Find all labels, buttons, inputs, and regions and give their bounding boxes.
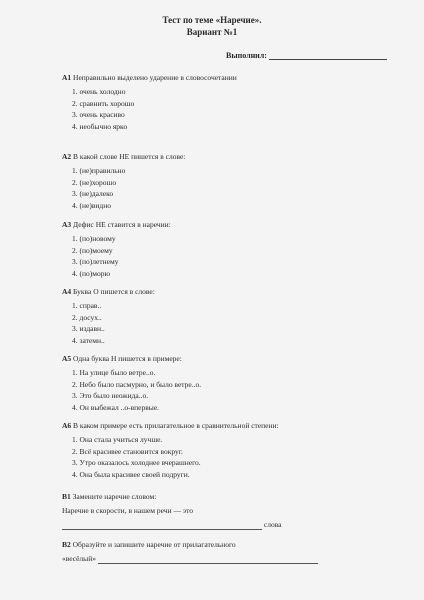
question-id: A1: [62, 73, 72, 82]
option-item[interactable]: [72, 98, 392, 110]
question-id: A3: [62, 220, 72, 229]
option-text: 1. (по)новому: [72, 234, 116, 243]
question-tail: слова: [263, 520, 282, 529]
option-text: 2. досух..: [72, 312, 102, 322]
question-subtext: Наречие в скорости, в нашем речи — это: [62, 506, 194, 515]
option-text: 4. (по)морю: [72, 268, 111, 278]
option-item[interactable]: [72, 379, 392, 391]
question-id: B2: [62, 540, 71, 549]
question-text: Одна буква Н пишется в примере:: [73, 354, 182, 363]
option-text: 1. (не)правильно: [72, 166, 126, 175]
option-item[interactable]: [72, 121, 392, 133]
question-b2: [62, 540, 392, 564]
question-text: Дефис НЕ ставится в наречии:: [73, 220, 171, 229]
student-name-line[interactable]: [269, 50, 387, 60]
option-item[interactable]: [72, 268, 392, 280]
question-subtext: «весёлый»: [62, 554, 96, 563]
option-text: 1. очень холодно: [72, 87, 126, 96]
option-text: 4. (не)видно: [72, 200, 111, 210]
option-text: 3. Утро оказалось холоднее вчерашнего.: [72, 458, 201, 467]
option-text: 1. справ..: [72, 301, 102, 310]
option-item[interactable]: [72, 469, 392, 481]
option-item[interactable]: [72, 109, 392, 121]
option-item[interactable]: [72, 200, 392, 212]
student-label: Выполнил:: [226, 51, 267, 60]
question-id: B1: [62, 492, 71, 501]
option-text: 1. Она стала учиться лучше.: [72, 435, 163, 444]
option-item[interactable]: [72, 457, 392, 469]
option-text: 2. (по)моему: [72, 245, 113, 255]
option-text: 2. Небо было пасмурно, и было ветре..о.: [72, 379, 202, 389]
option-text: 4. затемн..: [72, 335, 105, 345]
option-item[interactable]: [72, 245, 392, 257]
question-a4: [62, 287, 392, 346]
option-item[interactable]: [72, 402, 392, 414]
option-text: 2. сравнить хорошо: [72, 98, 135, 108]
option-item[interactable]: [72, 434, 392, 446]
option-text: 2. (не)хорошо: [72, 177, 117, 187]
option-text: 3. Это было неожида..о.: [72, 391, 149, 400]
option-item[interactable]: [72, 446, 392, 458]
question-b1: [62, 492, 392, 530]
option-item[interactable]: [72, 335, 392, 347]
option-text: 3. (по)летнему: [72, 257, 119, 266]
option-item[interactable]: [72, 86, 392, 98]
option-text: 2. Всё красивее становится вокруг.: [72, 446, 183, 456]
option-text: 4. Она была красивее своей подруги.: [72, 469, 190, 479]
option-item[interactable]: [72, 312, 392, 324]
option-text: 3. (не)далеко: [72, 189, 114, 198]
option-item[interactable]: [72, 188, 392, 200]
option-text: 3. издавн..: [72, 324, 105, 333]
option-item[interactable]: [72, 323, 392, 335]
option-item[interactable]: [72, 233, 392, 245]
question-text: В каком примере есть прилагательное в сравнительной степени:: [73, 421, 279, 430]
question-id: A6: [62, 421, 72, 430]
question-id: A5: [62, 354, 72, 363]
question-a1: [62, 73, 392, 132]
student-name-field[interactable]: [226, 50, 387, 60]
question-a2: [62, 152, 392, 211]
option-item[interactable]: [72, 177, 392, 189]
question-a5: [62, 354, 392, 413]
question-text: Замените наречие словом:: [72, 492, 157, 501]
title-line-2: Вариант №1: [186, 27, 238, 37]
answer-line[interactable]: [98, 555, 318, 564]
question-text: Образуйте и запишите наречие от прилагательного: [72, 540, 236, 549]
question-a6: [62, 421, 392, 480]
option-text: 3. очень красиво: [72, 110, 125, 119]
answer-line[interactable]: [62, 521, 262, 530]
question-a3: [62, 220, 392, 279]
option-item[interactable]: [72, 165, 392, 177]
option-item[interactable]: [72, 256, 392, 268]
document-title: [0, 14, 424, 38]
question-text: Буква О пишется в слове:: [73, 287, 155, 296]
option-text: 4. Он выбежал ..о-впервые.: [72, 402, 160, 412]
option-item[interactable]: [72, 390, 392, 402]
question-text: В какой слове НЕ пишется в слове:: [73, 152, 186, 161]
option-item[interactable]: [72, 300, 392, 312]
question-id: A4: [62, 287, 72, 296]
option-text: 4. необычно ярко: [72, 121, 128, 131]
option-item[interactable]: [72, 367, 392, 379]
question-text: Неправильно выделено ударение в словосочетании: [73, 73, 237, 82]
option-text: 1. На улице было ветре..о.: [72, 368, 156, 377]
title-line-1: Тест по теме «Наречие».: [162, 15, 262, 25]
question-id: A2: [62, 152, 72, 161]
